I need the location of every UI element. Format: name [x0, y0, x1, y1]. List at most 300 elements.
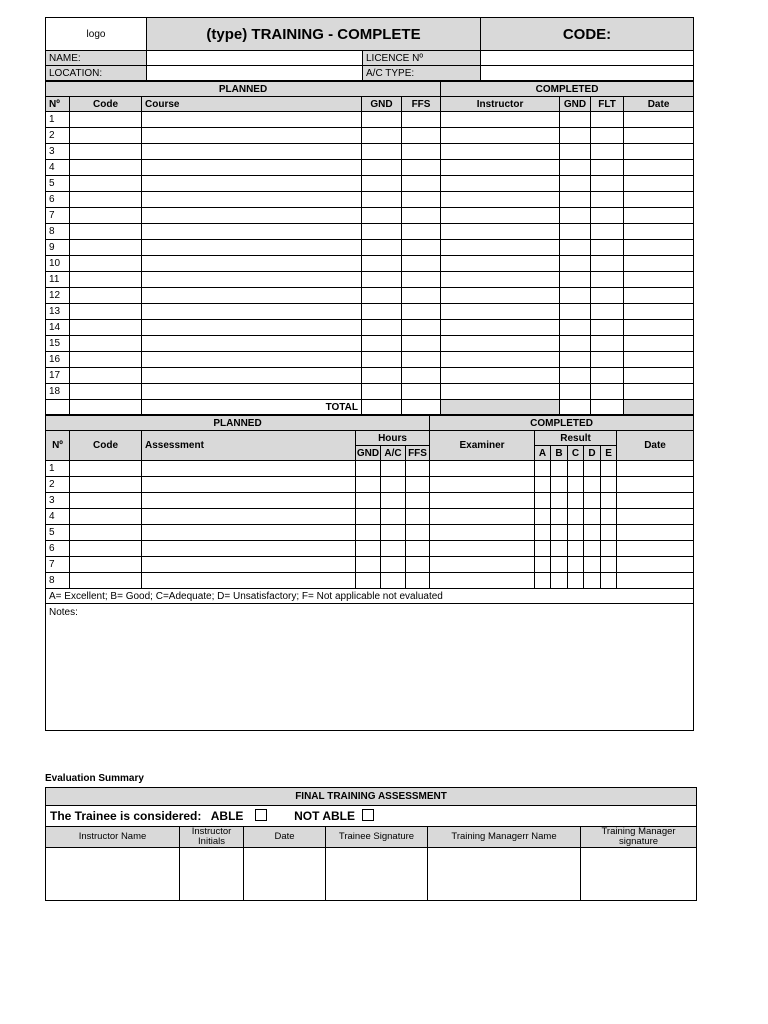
cell-result-c[interactable] — [568, 493, 584, 509]
cell-examiner[interactable] — [430, 541, 535, 557]
cell-code[interactable] — [70, 461, 142, 477]
cell-date[interactable] — [624, 128, 694, 144]
cell-ffs[interactable] — [402, 112, 441, 128]
cell-code[interactable] — [70, 256, 142, 272]
cell-gnd[interactable] — [362, 352, 402, 368]
name-label: NAME: — [46, 51, 147, 66]
cell-gnd[interactable] — [362, 176, 402, 192]
cell-hours-ac[interactable] — [381, 477, 406, 493]
cell-hours-gnd[interactable] — [356, 477, 381, 493]
cell-gnd[interactable] — [362, 320, 402, 336]
cell-result-d[interactable] — [584, 525, 601, 541]
total-shaded — [624, 400, 694, 415]
cell-code[interactable] — [70, 208, 142, 224]
cell-instructor[interactable] — [441, 160, 560, 176]
cell-date[interactable] — [617, 525, 694, 541]
row-number: 14 — [46, 320, 70, 336]
cell-result-e[interactable] — [601, 557, 617, 573]
instructor-name-field[interactable] — [46, 848, 180, 901]
cell-instructor[interactable] — [441, 192, 560, 208]
hours-ffs: FFS — [406, 446, 430, 461]
cell-assessment[interactable] — [142, 557, 356, 573]
cell-date[interactable] — [624, 240, 694, 256]
cell-completed-gnd[interactable] — [560, 128, 591, 144]
cell-result-e[interactable] — [601, 493, 617, 509]
cell-result-d[interactable] — [584, 477, 601, 493]
cell-result-b[interactable] — [551, 557, 568, 573]
cell-flt[interactable] — [591, 128, 624, 144]
cell-instructor[interactable] — [441, 288, 560, 304]
cell-flt[interactable] — [591, 336, 624, 352]
cell-code[interactable] — [70, 557, 142, 573]
cell-date[interactable] — [624, 224, 694, 240]
cell-instructor[interactable] — [441, 128, 560, 144]
total-label: TOTAL — [142, 400, 362, 415]
cell-date[interactable] — [624, 208, 694, 224]
cell-course[interactable] — [142, 272, 362, 288]
cell-examiner[interactable] — [430, 477, 535, 493]
cell-course[interactable] — [142, 368, 362, 384]
cell-ffs[interactable] — [402, 320, 441, 336]
cell-result-c[interactable] — [568, 461, 584, 477]
cell-course[interactable] — [142, 112, 362, 128]
table-row — [46, 224, 694, 240]
cell-instructor[interactable] — [441, 208, 560, 224]
col-course: Course — [142, 97, 362, 112]
row-number: 13 — [46, 304, 70, 320]
cell-instructor[interactable] — [441, 320, 560, 336]
row-number: 6 — [46, 541, 70, 557]
cell-result-a[interactable] — [535, 573, 551, 589]
cell-result-e[interactable] — [601, 541, 617, 557]
cell-result-b[interactable] — [551, 525, 568, 541]
cell-ffs[interactable] — [402, 368, 441, 384]
cell-result-b[interactable] — [551, 477, 568, 493]
cell-assessment[interactable] — [142, 477, 356, 493]
cell-course[interactable] — [142, 320, 362, 336]
cell-result-d[interactable] — [584, 493, 601, 509]
cell-code[interactable] — [70, 368, 142, 384]
cell-flt[interactable] — [591, 192, 624, 208]
cell-course[interactable] — [142, 304, 362, 320]
trainee-signature-field[interactable] — [326, 848, 428, 901]
cell-result-a[interactable] — [535, 461, 551, 477]
cell-examiner[interactable] — [430, 573, 535, 589]
cell-ffs[interactable] — [402, 336, 441, 352]
cell-instructor[interactable] — [441, 336, 560, 352]
cell-gnd[interactable] — [362, 208, 402, 224]
cell-gnd[interactable] — [362, 368, 402, 384]
cell-course[interactable] — [142, 336, 362, 352]
cell-completed-gnd[interactable] — [560, 320, 591, 336]
cell-date[interactable] — [624, 272, 694, 288]
cell-completed-gnd[interactable] — [560, 288, 591, 304]
col-instructor: Instructor — [441, 97, 560, 112]
cell-hours-ac[interactable] — [381, 557, 406, 573]
cell-hours-gnd[interactable] — [356, 493, 381, 509]
ac-type-field[interactable] — [481, 66, 694, 81]
cell-course[interactable] — [142, 192, 362, 208]
not-able-checkbox[interactable] — [362, 809, 374, 821]
cell-code[interactable] — [70, 176, 142, 192]
total-ffs[interactable] — [402, 400, 441, 415]
cell-result-e[interactable] — [601, 509, 617, 525]
cell-result-b[interactable] — [551, 461, 568, 477]
row-number: 10 — [46, 256, 70, 272]
cell-completed-gnd[interactable] — [560, 224, 591, 240]
licence-label: LICENCE Nº — [363, 51, 481, 66]
cell-flt[interactable] — [591, 240, 624, 256]
location-label: LOCATION: — [46, 66, 147, 81]
cell-result-c[interactable] — [568, 541, 584, 557]
cell-assessment[interactable] — [142, 573, 356, 589]
cell-result-d[interactable] — [584, 509, 601, 525]
cell-hours-ffs[interactable] — [406, 525, 430, 541]
cell-code[interactable] — [70, 352, 142, 368]
table-row — [46, 304, 694, 320]
table-row — [46, 384, 694, 400]
cell-completed-gnd[interactable] — [560, 336, 591, 352]
cell-ffs[interactable] — [402, 272, 441, 288]
cell-code[interactable] — [70, 240, 142, 256]
sig-col-instructor-initials: Instructor Initials — [180, 827, 244, 848]
cell-result-c[interactable] — [568, 525, 584, 541]
cell-result-c[interactable] — [568, 557, 584, 573]
cell-course[interactable] — [142, 352, 362, 368]
total-blank — [46, 400, 70, 415]
cell-hours-ac[interactable] — [381, 525, 406, 541]
cell-code[interactable] — [70, 493, 142, 509]
cell-ffs[interactable] — [402, 224, 441, 240]
cell-completed-gnd[interactable] — [560, 240, 591, 256]
cell-result-b[interactable] — [551, 493, 568, 509]
cell-ffs[interactable] — [402, 160, 441, 176]
cell-gnd[interactable] — [362, 144, 402, 160]
cell-date[interactable] — [624, 144, 694, 160]
name-field[interactable] — [147, 51, 363, 66]
cell-instructor[interactable] — [441, 368, 560, 384]
cell-hours-ac[interactable] — [381, 509, 406, 525]
cell-ffs[interactable] — [402, 208, 441, 224]
cell-date[interactable] — [624, 288, 694, 304]
cell-code[interactable] — [70, 144, 142, 160]
cell-flt[interactable] — [591, 352, 624, 368]
cell-result-e[interactable] — [601, 573, 617, 589]
cell-ffs[interactable] — [402, 256, 441, 272]
cell-result-d[interactable] — [584, 573, 601, 589]
cell-completed-gnd[interactable] — [560, 352, 591, 368]
cell-code[interactable] — [70, 160, 142, 176]
cell-gnd[interactable] — [362, 224, 402, 240]
cell-result-d[interactable] — [584, 557, 601, 573]
cell-course[interactable] — [142, 224, 362, 240]
cell-date[interactable] — [624, 192, 694, 208]
table-row — [46, 288, 694, 304]
considered-row — [46, 806, 697, 827]
cell-date[interactable] — [617, 461, 694, 477]
cell-date[interactable] — [624, 304, 694, 320]
assessment-table — [45, 415, 694, 731]
cell-completed-gnd[interactable] — [560, 192, 591, 208]
cell-ffs[interactable] — [402, 192, 441, 208]
result-b: B — [551, 446, 568, 461]
cell-course[interactable] — [142, 128, 362, 144]
cell-flt[interactable] — [591, 272, 624, 288]
row-number: 15 — [46, 336, 70, 352]
cell-flt[interactable] — [591, 176, 624, 192]
cell-hours-gnd[interactable] — [356, 573, 381, 589]
cell-result-d[interactable] — [584, 541, 601, 557]
cell-completed-gnd[interactable] — [560, 208, 591, 224]
sig-col-manager-signature: Training Manager signature — [581, 827, 697, 848]
cell-assessment[interactable] — [142, 509, 356, 525]
cell-date[interactable] — [624, 368, 694, 384]
cell-course[interactable] — [142, 240, 362, 256]
cell-gnd[interactable] — [362, 384, 402, 400]
training-planned-header: PLANNED — [46, 82, 441, 97]
cell-hours-gnd[interactable] — [356, 525, 381, 541]
cell-gnd[interactable] — [362, 192, 402, 208]
cell-result-e[interactable] — [601, 461, 617, 477]
row-number: 3 — [46, 144, 70, 160]
cell-instructor[interactable] — [441, 176, 560, 192]
cell-hours-ac[interactable] — [381, 573, 406, 589]
cell-assessment[interactable] — [142, 525, 356, 541]
cell-instructor[interactable] — [441, 112, 560, 128]
cell-assessment[interactable] — [142, 541, 356, 557]
cell-flt[interactable] — [591, 320, 624, 336]
cell-ffs[interactable] — [402, 384, 441, 400]
cell-result-b[interactable] — [551, 509, 568, 525]
cell-gnd[interactable] — [362, 240, 402, 256]
cell-examiner[interactable] — [430, 509, 535, 525]
cell-result-c[interactable] — [568, 509, 584, 525]
manager-signature-field[interactable] — [581, 848, 697, 901]
cell-code[interactable] — [70, 288, 142, 304]
cell-completed-gnd[interactable] — [560, 112, 591, 128]
assess-col-assessment: Assessment — [142, 431, 356, 461]
cell-completed-gnd[interactable] — [560, 304, 591, 320]
considered-text: The Trainee is considered: — [50, 809, 202, 823]
row-number: 5 — [46, 176, 70, 192]
cell-hours-ffs[interactable] — [406, 573, 430, 589]
cell-gnd[interactable] — [362, 272, 402, 288]
cell-result-c[interactable] — [568, 477, 584, 493]
cell-instructor[interactable] — [441, 352, 560, 368]
cell-date[interactable] — [617, 477, 694, 493]
cell-completed-gnd[interactable] — [560, 272, 591, 288]
cell-hours-ffs[interactable] — [406, 461, 430, 477]
cell-code[interactable] — [70, 384, 142, 400]
cell-ffs[interactable] — [402, 176, 441, 192]
cell-code[interactable] — [70, 525, 142, 541]
cell-course[interactable] — [142, 208, 362, 224]
cell-result-b[interactable] — [551, 541, 568, 557]
result-a: A — [535, 446, 551, 461]
cell-ffs[interactable] — [402, 144, 441, 160]
cell-ffs[interactable] — [402, 288, 441, 304]
cell-hours-gnd[interactable] — [356, 509, 381, 525]
total-blank — [70, 400, 142, 415]
cell-flt[interactable] — [591, 144, 624, 160]
cell-date[interactable] — [624, 320, 694, 336]
cell-instructor[interactable] — [441, 256, 560, 272]
cell-code[interactable] — [70, 304, 142, 320]
row-number: 8 — [46, 573, 70, 589]
cell-result-a[interactable] — [535, 557, 551, 573]
able-checkbox[interactable] — [255, 809, 267, 821]
cell-hours-gnd[interactable] — [356, 461, 381, 477]
cell-gnd[interactable] — [362, 128, 402, 144]
cell-gnd[interactable] — [362, 160, 402, 176]
cell-date[interactable] — [617, 493, 694, 509]
cell-course[interactable] — [142, 256, 362, 272]
cell-course[interactable] — [142, 176, 362, 192]
licence-field[interactable] — [481, 51, 694, 66]
cell-date[interactable] — [624, 384, 694, 400]
cell-date[interactable] — [624, 176, 694, 192]
cell-instructor[interactable] — [441, 240, 560, 256]
cell-assessment[interactable] — [142, 461, 356, 477]
cell-flt[interactable] — [591, 384, 624, 400]
cell-ffs[interactable] — [402, 352, 441, 368]
cell-hours-ffs[interactable] — [406, 493, 430, 509]
instructor-initials-field[interactable] — [180, 848, 244, 901]
row-number: 3 — [46, 493, 70, 509]
cell-code[interactable] — [70, 128, 142, 144]
cell-hours-ac[interactable] — [381, 461, 406, 477]
cell-flt[interactable] — [591, 304, 624, 320]
cell-hours-ffs[interactable] — [406, 557, 430, 573]
cell-instructor[interactable] — [441, 272, 560, 288]
cell-course[interactable] — [142, 288, 362, 304]
cell-date[interactable] — [624, 336, 694, 352]
cell-instructor[interactable] — [441, 384, 560, 400]
cell-hours-ac[interactable] — [381, 541, 406, 557]
cell-date[interactable] — [617, 557, 694, 573]
cell-course[interactable] — [142, 384, 362, 400]
table-row — [46, 128, 694, 144]
result-c: C — [568, 446, 584, 461]
cell-hours-ffs[interactable] — [406, 477, 430, 493]
row-number: 12 — [46, 288, 70, 304]
cell-result-b[interactable] — [551, 573, 568, 589]
cell-completed-gnd[interactable] — [560, 144, 591, 160]
cell-ffs[interactable] — [402, 240, 441, 256]
cell-examiner[interactable] — [430, 525, 535, 541]
cell-code[interactable] — [70, 573, 142, 589]
cell-result-a[interactable] — [535, 525, 551, 541]
row-number: 4 — [46, 160, 70, 176]
row-number: 2 — [46, 477, 70, 493]
row-number: 8 — [46, 224, 70, 240]
cell-result-a[interactable] — [535, 493, 551, 509]
cell-code[interactable] — [70, 336, 142, 352]
location-field[interactable] — [147, 66, 363, 81]
table-row — [46, 256, 694, 272]
cell-gnd[interactable] — [362, 288, 402, 304]
cell-gnd[interactable] — [362, 112, 402, 128]
cell-date[interactable] — [624, 112, 694, 128]
cell-date[interactable] — [624, 352, 694, 368]
cell-result-e[interactable] — [601, 477, 617, 493]
cell-ffs[interactable] — [402, 128, 441, 144]
cell-flt[interactable] — [591, 112, 624, 128]
cell-flt[interactable] — [591, 368, 624, 384]
final-assessment-title: FINAL TRAINING ASSESSMENT — [46, 788, 697, 806]
cell-completed-gnd[interactable] — [560, 160, 591, 176]
cell-hours-gnd[interactable] — [356, 541, 381, 557]
cell-code[interactable] — [70, 272, 142, 288]
cell-hours-ffs[interactable] — [406, 509, 430, 525]
cell-examiner[interactable] — [430, 557, 535, 573]
cell-flt[interactable] — [591, 288, 624, 304]
cell-examiner[interactable] — [430, 493, 535, 509]
cell-code[interactable] — [70, 320, 142, 336]
cell-result-e[interactable] — [601, 525, 617, 541]
cell-code[interactable] — [70, 192, 142, 208]
cell-assessment[interactable] — [142, 493, 356, 509]
logo: logo — [46, 18, 147, 51]
cell-gnd[interactable] — [362, 336, 402, 352]
cell-flt[interactable] — [591, 224, 624, 240]
cell-flt[interactable] — [591, 208, 624, 224]
cell-result-d[interactable] — [584, 461, 601, 477]
date-field[interactable] — [244, 848, 326, 901]
cell-code[interactable] — [70, 509, 142, 525]
cell-result-a[interactable] — [535, 541, 551, 557]
total-flt[interactable] — [591, 400, 624, 415]
cell-completed-gnd[interactable] — [560, 176, 591, 192]
cell-hours-ffs[interactable] — [406, 541, 430, 557]
cell-completed-gnd[interactable] — [560, 256, 591, 272]
cell-date[interactable] — [617, 573, 694, 589]
cell-instructor[interactable] — [441, 144, 560, 160]
cell-result-a[interactable] — [535, 477, 551, 493]
cell-completed-gnd[interactable] — [560, 368, 591, 384]
cell-code[interactable] — [70, 541, 142, 557]
cell-code[interactable] — [70, 112, 142, 128]
cell-gnd[interactable] — [362, 256, 402, 272]
cell-code[interactable] — [70, 477, 142, 493]
cell-instructor[interactable] — [441, 304, 560, 320]
cell-flt[interactable] — [591, 256, 624, 272]
cell-date[interactable] — [617, 541, 694, 557]
total-gnd[interactable] — [362, 400, 402, 415]
manager-name-field[interactable] — [428, 848, 581, 901]
total-completed-gnd[interactable] — [560, 400, 591, 415]
cell-instructor[interactable] — [441, 224, 560, 240]
cell-completed-gnd[interactable] — [560, 384, 591, 400]
able-label: ABLE — [210, 809, 244, 823]
cell-date[interactable] — [624, 256, 694, 272]
cell-course[interactable] — [142, 160, 362, 176]
row-number: 9 — [46, 240, 70, 256]
cell-date[interactable] — [617, 509, 694, 525]
cell-hours-ac[interactable] — [381, 493, 406, 509]
cell-examiner[interactable] — [430, 461, 535, 477]
cell-hours-gnd[interactable] — [356, 557, 381, 573]
cell-result-a[interactable] — [535, 509, 551, 525]
cell-date[interactable] — [624, 160, 694, 176]
cell-ffs[interactable] — [402, 304, 441, 320]
cell-course[interactable] — [142, 144, 362, 160]
cell-flt[interactable] — [591, 160, 624, 176]
cell-gnd[interactable] — [362, 304, 402, 320]
cell-code[interactable] — [70, 224, 142, 240]
notes-area[interactable] — [46, 604, 694, 731]
cell-result-c[interactable] — [568, 573, 584, 589]
